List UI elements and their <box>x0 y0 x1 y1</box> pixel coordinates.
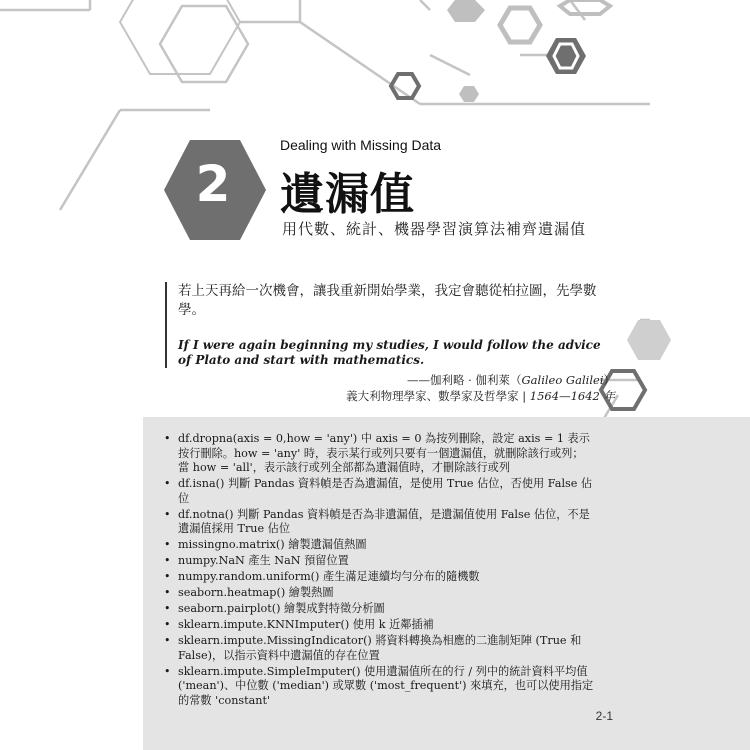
chapter-title-en: Dealing with Missing Data <box>280 137 442 153</box>
list-item: • seaborn.heatmap() 繪製熱圖 <box>164 586 334 599</box>
hexagon-filled <box>447 0 485 22</box>
list-item: • sklearn.impute.MissingIndicator() 將資料轉換為相應的二進制矩陣 (True 和 False)，以指示資料中遺漏值的存在位置 <box>164 634 582 662</box>
quote-author: ——伽利略 · 伽利萊 <box>407 373 510 387</box>
quote-chinese: 若上天再給一次機會，讓我重新開始學業，我定會聽從柏拉圖，先學數學。 <box>178 283 597 318</box>
hexagon-outline <box>160 6 248 82</box>
list-item: • numpy.NaN 產生 NaN 預留位置 <box>164 554 349 567</box>
list-item: • df.notna() 判斷 Pandas 資料幀是否為非遺漏值，是遺漏值使用 False 佔位，不是遺漏值採用 True 佔位 <box>164 507 590 535</box>
quote-author-info: 義大利物理學家、數學家及哲學家 | 1564—1642 年 <box>346 389 615 403</box>
hexagon-filled <box>627 320 671 360</box>
function-list <box>162 432 594 710</box>
list-item: • missingno.matrix() 繪製遺漏值熱圖 <box>164 538 367 551</box>
quote-author-latin: Galileo Galilei <box>521 373 604 387</box>
list-item: • sklearn.impute.KNNImputer() 使用 k 近鄰插補 <box>164 618 434 631</box>
epigraph <box>165 282 608 368</box>
chapter-title: 遺漏值 <box>280 169 415 220</box>
hexagon-small <box>500 8 540 42</box>
list-item: • df.isna() 判斷 Pandas 資料幀是否為遺漏值，是使用 True 佔位，否使用 False 佔位 <box>164 477 593 505</box>
chapter-subtitle: 用代數、統計、機器學習演算法補齊遺漏值 <box>282 220 587 238</box>
list-item: • df.dropna(axis = 0,how = 'any') 中 axis = 0 為按列刪除，設定 axis = 1 表示按行刪除。how = 'any' 時，表示某行或列只要有一個遺漏值，就刪除該行或列；當 how = 'all'，表示該行或列全部都為遺漏值時，才刪除該行或列 <box>164 432 590 474</box>
quote-attribution: ——伽利略 · 伽利萊（Galileo Galilei） <box>407 373 615 387</box>
list-item: • numpy.random.uniform() 產生滿足連續均勻分布的隨機數 <box>164 570 480 583</box>
quote-english: If I were again beginning my studies, I would follow the advice of Plato and start with mathematics. <box>178 338 601 367</box>
quote-author-desc: 義大利物理學家、數學家及哲學家 <box>346 389 519 403</box>
quote-author-years: 1564—1642 年 <box>529 389 615 403</box>
chapter-number: 2 <box>195 155 231 213</box>
page-number: 2-1 <box>595 709 613 723</box>
list-item: • seaborn.pairplot() 繪製成對特徵分析圖 <box>164 602 385 615</box>
list-item: • sklearn.impute.SimpleImputer() 使用遺漏值所在的行 / 列中的統計資料平均值 ('mean')、中位數 ('median') 或眾數 ('most_frequent') 來填充，也可以使用指定的常數 'constant' <box>164 664 594 707</box>
